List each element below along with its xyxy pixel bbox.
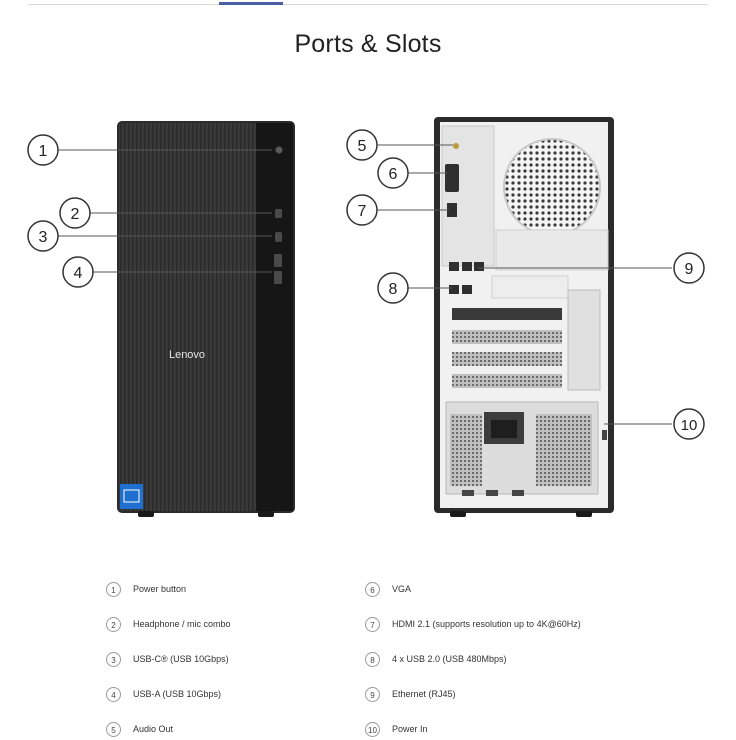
legend-item <box>106 613 231 635</box>
legend-label: Audio Out <box>133 724 174 734</box>
svg-text:5: 5 <box>357 138 367 155</box>
legend-number: 7 <box>365 617 380 632</box>
legend-item <box>365 578 411 600</box>
fan-grill-icon <box>504 139 600 235</box>
callout-6 <box>378 158 408 188</box>
callout-5 <box>347 130 377 160</box>
legend-number: 5 <box>106 722 121 737</box>
legend-number: 8 <box>365 652 380 667</box>
ports-legend <box>0 576 736 736</box>
legend-item <box>365 613 581 635</box>
callout-3 <box>28 221 58 251</box>
front-tower <box>117 121 295 517</box>
svg-text:1: 1 <box>38 143 48 160</box>
usb-a-port-icon <box>274 271 282 284</box>
svg-text:6: 6 <box>388 166 398 183</box>
legend-item <box>106 718 173 740</box>
legend-label: Headphone / mic combo <box>133 619 231 629</box>
headphone-jack-icon <box>275 209 282 218</box>
power-button-icon <box>276 147 283 154</box>
svg-text:9: 9 <box>684 261 694 278</box>
vga-port-icon <box>445 164 459 192</box>
legend-label: Ethernet (RJ45) <box>392 689 456 699</box>
legend-item <box>365 683 456 705</box>
callout-7 <box>347 195 377 225</box>
usb-a-port-icon <box>274 254 282 267</box>
legend-label: USB-C® (USB 10Gbps) <box>133 654 229 664</box>
page-title: Ports & Slots <box>294 30 442 58</box>
legend-item <box>106 648 229 670</box>
usb-c-port-icon <box>275 232 282 242</box>
legend-number: 3 <box>106 652 121 667</box>
svg-text:10: 10 <box>680 417 698 434</box>
svg-text:4: 4 <box>73 265 83 282</box>
legend-label: Power In <box>392 724 428 734</box>
svg-text:7: 7 <box>357 203 367 220</box>
legend-item <box>106 578 186 600</box>
callout-10 <box>674 409 704 439</box>
svg-text:3: 3 <box>38 229 48 246</box>
legend-item <box>365 648 507 670</box>
legend-label: HDMI 2.1 (supports resolution up to 4K@60Hz) <box>392 619 581 629</box>
legend-number: 4 <box>106 687 121 702</box>
legend-label: Power button <box>133 584 187 594</box>
legend-number: 10 <box>365 722 380 737</box>
legend-number: 9 <box>365 687 380 702</box>
intel-badge-icon <box>120 484 143 509</box>
usb-2-port-icon <box>449 285 459 294</box>
legend-number: 2 <box>106 617 121 632</box>
ethernet-port-icon <box>474 262 484 271</box>
legend-number: 1 <box>106 582 121 597</box>
legend-item <box>106 683 221 705</box>
audio-out-icon <box>453 143 459 149</box>
legend-number: 6 <box>365 582 380 597</box>
lenovo-logo: Lenovo <box>168 349 206 361</box>
legend-label: 4 x USB 2.0 (USB 480Mbps) <box>392 654 507 664</box>
rear-tower <box>434 117 614 517</box>
callout-9 <box>674 253 704 283</box>
callout-2 <box>60 198 90 228</box>
callout-1 <box>28 135 58 165</box>
legend-label: USB-A (USB 10Gbps) <box>133 689 222 699</box>
legend-item <box>365 718 428 740</box>
svg-text:8: 8 <box>388 281 398 298</box>
callout-8 <box>378 273 408 303</box>
legend-label: VGA <box>392 584 412 594</box>
svg-text:2: 2 <box>70 206 80 223</box>
callout-4 <box>63 257 93 287</box>
